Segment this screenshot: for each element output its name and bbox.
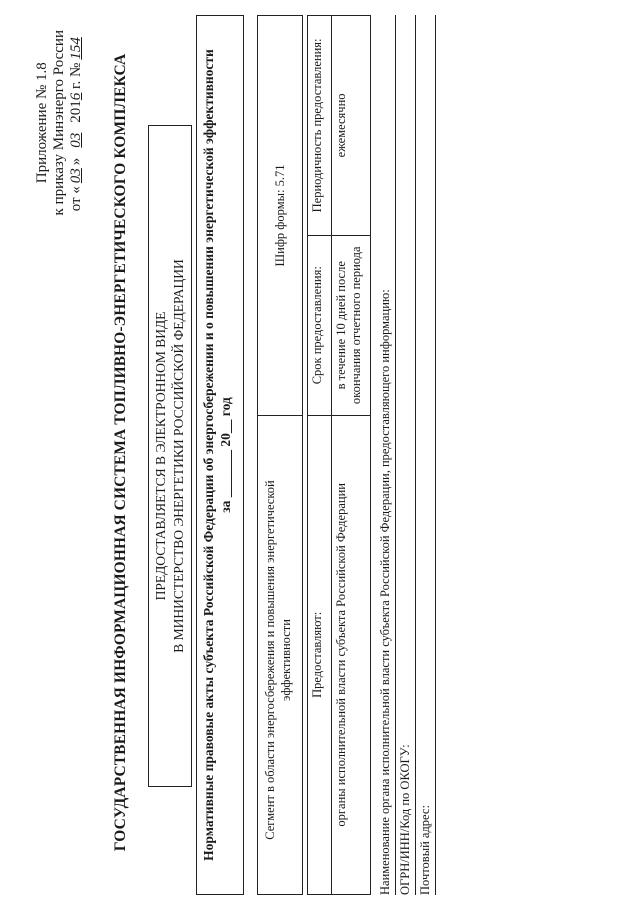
org-ids-label: ОГРН/ИНН/Код по ОКОГУ: xyxy=(396,15,416,895)
org-address-label: Почтовый адрес: xyxy=(416,15,436,895)
header-frequency: Периодичность предоставления: xyxy=(308,16,332,236)
submission-box xyxy=(148,125,192,787)
date-prefix: от « xyxy=(68,186,84,212)
org-name-label: Наименование органа исполнительной власти субъекта Российской Федерации, предоставляющего информацию: xyxy=(376,15,396,895)
form-period: за _______ 20__ год xyxy=(218,397,233,513)
form-title-box xyxy=(196,15,244,895)
appendix-order: к приказу Минэнерго России xyxy=(51,30,67,216)
provision-header-row xyxy=(308,16,332,895)
value-who: органы исполнительной власти субъекта Российской Федерации xyxy=(332,415,371,894)
date-sep: » xyxy=(68,157,84,166)
provision-table xyxy=(307,15,371,895)
provision-value-row xyxy=(332,16,371,895)
date-month: 03 xyxy=(68,132,84,148)
organization-block xyxy=(376,15,436,895)
date-year-digit: 6 xyxy=(68,92,84,101)
system-title: ГОСУДАРСТВЕННАЯ ИНФОРМАЦИОННАЯ СИСТЕМА ТОПЛИВНО-ЭНЕРГЕТИЧЕСКОГО КОМПЛЕКСА xyxy=(112,53,129,852)
appendix-number: Приложение № 1.8 xyxy=(34,62,50,184)
segment-row xyxy=(257,15,303,895)
form-code: Шифр формы: 5.71 xyxy=(257,15,303,415)
form-title: Нормативные правовые акты субъекта Российской Федерации об энергосбережении и о повышении энергетической эффективности xyxy=(201,49,216,861)
appendix-block xyxy=(34,30,85,215)
date-year-suffix: г. № xyxy=(68,62,84,93)
value-deadline: в течение 10 дней после окончания отчетного периода xyxy=(332,235,371,415)
date-year-prefix: 201 xyxy=(68,100,84,123)
value-frequency: ежемесячно xyxy=(332,16,371,236)
header-deadline: Срок предоставления: xyxy=(308,235,332,415)
submission-line-2: В МИНИСТЕРСТВО ЭНЕРГЕТИКИ РОССИЙСКОЙ ФЕДЕРАЦИИ xyxy=(171,259,186,653)
order-number: 154 xyxy=(68,37,84,60)
date-day: 03 xyxy=(68,168,84,184)
submission-line-1: ПРЕДОСТАВЛЯЕТСЯ В ЭЛЕКТРОННОМ ВИДЕ xyxy=(153,311,168,601)
appendix-date xyxy=(68,30,85,215)
segment-text: Сегмент в области энергосбережения и повышения энергетической эффективности xyxy=(257,415,303,895)
header-who: Предоставляют: xyxy=(308,415,332,894)
